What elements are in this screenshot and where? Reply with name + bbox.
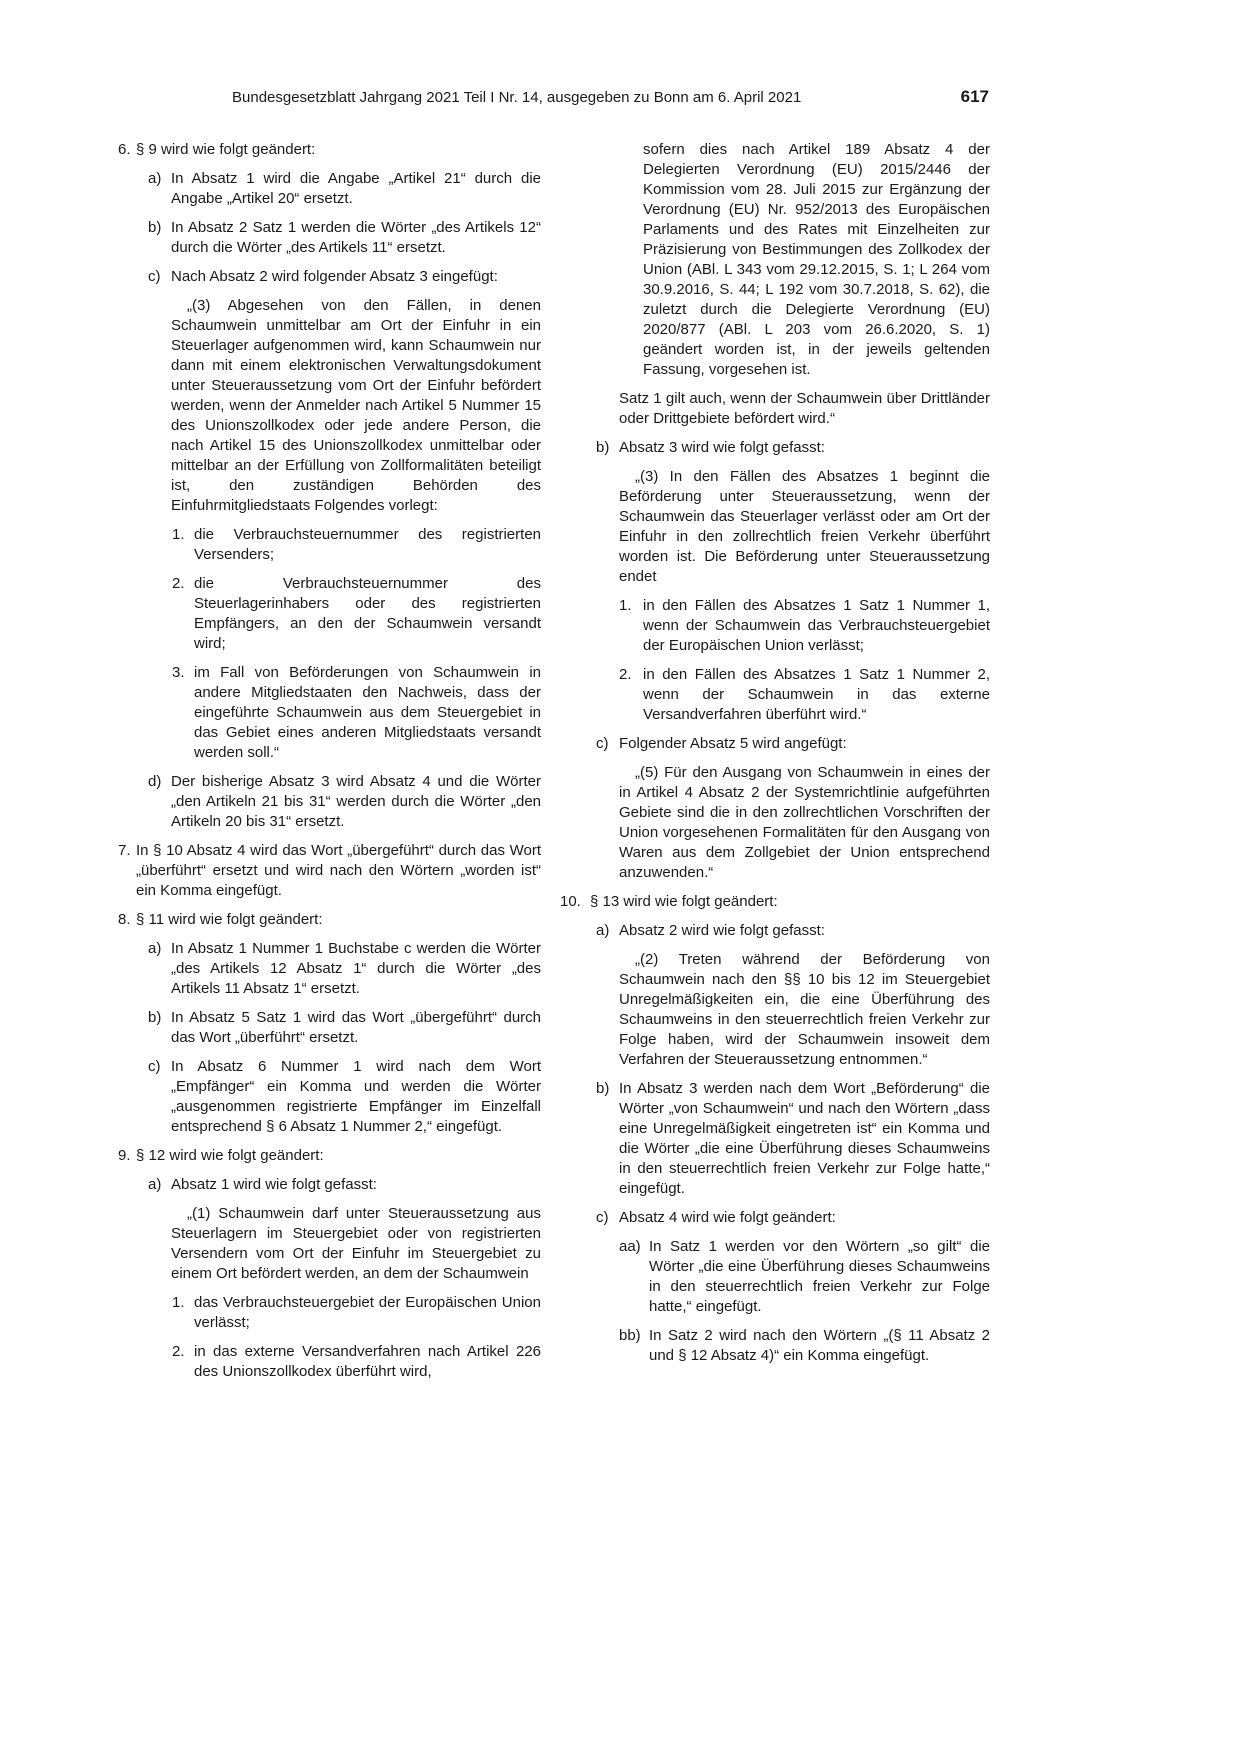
item-label: 1. (172, 1294, 185, 1311)
item-text: Absatz 4 wird wie folgt geändert: (619, 1209, 836, 1226)
item-text: Folgender Absatz 5 wird angefügt: (619, 735, 847, 752)
item-text: § 9 wird wie folgt geändert: (136, 141, 316, 158)
item-label: 1. (619, 597, 632, 614)
item-text: In Satz 2 wird nach den Wörtern „(§ 11 Absatz 2 und § 12 Absatz 4)“ ein Komma eingefügt. (649, 1327, 990, 1364)
item-label: bb) (619, 1327, 641, 1344)
item-label: 2. (172, 575, 185, 592)
item-label: 9. (118, 1147, 131, 1164)
item-label: 7. (118, 842, 131, 859)
item-text: In Absatz 6 Nummer 1 wird nach dem Wort „Empfänger“ ein Komma und werden die Wörter „ausgenommen registrierte Empfänger im Einzelfall entsprechend § 6 Absatz 1 Nummer 2,“ eingefügt. (171, 1058, 541, 1135)
list-item-6a (118, 169, 541, 209)
list-item-6c-3 (118, 663, 541, 763)
item-label: a) (148, 940, 162, 957)
item-text: § 12 wird wie folgt geändert: (136, 1147, 324, 1164)
list-item-9b-1 (560, 596, 990, 656)
list-item-10c-aa (560, 1237, 990, 1317)
left-column (118, 140, 541, 1391)
item-label: 3. (172, 664, 185, 681)
item-label: 8. (118, 911, 131, 928)
item-text: das Verbrauchsteuergebiet der Europäischen Union verlässt; (194, 1294, 541, 1331)
item-label: 2. (172, 1343, 185, 1360)
quoted-paragraph: „(3) Abgesehen von den Fällen, in denen Schaumwein unmittelbar am Ort der Einfuhr in ein Steuerlager aufgenommen wird, kann Schaumwein nur dann mit einem elektronischen Verwaltungsdokument unter Steueraussetzung vom Ort der Einfuhr befördert werden, wenn der Anmelder nach Artikel 5 Nummer 15 des Unionszollkodex oder jede andere Person, die nach Artikel 15 des Unionszollkodex unmittelbar oder mittelbar an der Erfüllung von Zollformalitäten beteiligt ist, den zuständigen Behörden des Einfuhrmitgliedstaats Folgendes vorlegt: (171, 297, 541, 514)
list-item-9b-2 (560, 665, 990, 725)
item-text: In Absatz 5 Satz 1 wird das Wort „übergeführt“ durch das Wort „überführt“ ersetzt. (171, 1009, 541, 1046)
item-label: 1. (172, 526, 185, 543)
running-header: Bundesgesetzblatt Jahrgang 2021 Teil I Nr. 14, ausgegeben zu Bonn am 6. April 2021 (232, 89, 802, 106)
list-item-10a (560, 921, 990, 941)
list-item-10c (560, 1208, 990, 1228)
list-item-10c-bb (560, 1326, 990, 1366)
item-text: Der bisherige Absatz 3 wird Absatz 4 und die Wörter „den Artikeln 21 bis 31“ werden durch die Wörter „den Artikeln 20 bis 31“ ersetzt. (171, 773, 541, 830)
item-text: Absatz 3 wird wie folgt gefasst: (619, 439, 825, 456)
item-label: a) (148, 170, 162, 187)
item-text: In Absatz 1 wird die Angabe „Artikel 21“ durch die Angabe „Artikel 20“ ersetzt. (171, 170, 541, 207)
item-text: in das externe Versandverfahren nach Artikel 226 des Unionszollkodex überführt wird, (194, 1343, 541, 1380)
item-label: a) (148, 1176, 162, 1193)
list-item-9c (560, 734, 990, 754)
list-item-6d (118, 772, 541, 832)
quoted-paragraph: „(5) Für den Ausgang von Schaumwein in eines der in Artikel 4 Absatz 2 der Systemrichtlinie aufgeführten Gebiete sind die in den zollrechtlichen Vorschriften der Union vorgesehenen Formalitäten für den Ausgang von Waren aus dem Zollgebiet der Union entsprechend anzuwenden.“ (619, 764, 990, 881)
item-label: c) (596, 1209, 609, 1226)
quoted-paragraph: „(3) In den Fällen des Absatzes 1 beginnt die Beförderung unter Steueraussetzung, wenn der Schaumwein das Steuerlager verlässt oder am Ort der Einfuhr in den zollrechtlich freien Verkehr überführt worden ist. Die Beförderung unter Steueraussetzung endet (619, 468, 990, 585)
item-text: In Satz 1 werden vor den Wörtern „so gilt“ die Wörter „die eine Überführung dieses Schaumweins in den steuerrechtlich freien Verkehr zur Folge hatte,“ eingefügt. (649, 1238, 990, 1315)
continued-text: Satz 1 gilt auch, wenn der Schaumwein über Drittländer oder Drittgebiete befördert wird.“ (619, 390, 990, 427)
list-item-8a (118, 939, 541, 999)
list-item-6c-2 (118, 574, 541, 654)
item-text: § 11 wird wie folgt geändert: (136, 911, 323, 928)
item-label: 2. (619, 666, 632, 683)
list-item-9 (118, 1146, 541, 1166)
item-label: aa) (619, 1238, 641, 1255)
list-item-10b (560, 1079, 990, 1199)
item-label: c) (148, 268, 161, 285)
quoted-paragraph: „(1) Schaumwein darf unter Steueraussetzung aus Steuerlagern im Steuergebiet oder von registrierten Versendern vom Ort der Einfuhr im Steuergebiet zu einem Ort befördert werden, an dem der Schaumwein (171, 1205, 541, 1282)
item-text: in den Fällen des Absatzes 1 Satz 1 Nummer 2, wenn der Schaumwein in das externe Versandverfahren überführt wird.“ (643, 666, 990, 723)
item-label: b) (596, 1080, 610, 1097)
item-text: die Verbrauchsteuernummer des Steuerlagerinhabers oder des registrierten Empfängers, an den der Schaumwein versandt wird; (194, 575, 541, 652)
item-label: c) (148, 1058, 161, 1075)
list-item-6b (118, 218, 541, 258)
list-item-8 (118, 910, 541, 930)
item-label: 10. (560, 893, 581, 910)
item-text: In Absatz 1 Nummer 1 Buchstabe c werden die Wörter „des Artikels 12 Absatz 1“ durch die Wörter „des Artikels 11 Absatz 1“ ersetzt. (171, 940, 541, 997)
item-label: b) (596, 439, 610, 456)
list-item-8c (118, 1057, 541, 1137)
item-text: In Absatz 3 werden nach dem Wort „Beförderung“ die Wörter „von Schaumwein“ und nach den Wörtern „dass eine Unregelmäßigkeit eingetreten ist“ ein Komma und die Wörter „die eine Überführung dieses Schaumweins in den steuerrechtlich freien Verkehr zur Folge hatte,“ eingefügt. (619, 1080, 990, 1197)
item-label: b) (148, 1009, 162, 1026)
list-item-8b (118, 1008, 541, 1048)
list-item-9b (560, 438, 990, 458)
item-label: c) (596, 735, 609, 752)
item-text: Absatz 1 wird wie folgt gefasst: (171, 1176, 377, 1193)
item-label: 6. (118, 141, 131, 158)
item-label: b) (148, 219, 162, 236)
right-column (560, 140, 990, 1375)
list-item-9a-1 (118, 1293, 541, 1333)
list-item-6c (118, 267, 541, 287)
item-label: d) (148, 773, 162, 790)
quoted-paragraph: „(2) Treten während der Beförderung von Schaumwein nach den §§ 10 bis 12 im Steuergebiet Unregelmäßigkeiten ein, die eine Überführung des Schaumweins in den steuerrechtlich freien Verkehr zur Folge haben, wird der Schaumwein insoweit dem Verfahren der Steueraussetzung entnommen.“ (619, 951, 990, 1068)
item-text: Nach Absatz 2 wird folgender Absatz 3 eingefügt: (171, 268, 498, 285)
item-text: Absatz 2 wird wie folgt gefasst: (619, 922, 825, 939)
item-text: In § 10 Absatz 4 wird das Wort „übergeführt“ durch das Wort „überführt“ ersetzt und wird nach den Wörtern „worden ist“ ein Komma eingefügt. (136, 842, 541, 899)
item-text: § 13 wird wie folgt geändert: (590, 893, 778, 910)
item-label: a) (596, 922, 610, 939)
item-text: in den Fällen des Absatzes 1 Satz 1 Nummer 1, wenn der Schaumwein das Verbrauchsteuergebiet der Europäischen Union verlässt; (643, 597, 990, 654)
item-text: In Absatz 2 Satz 1 werden die Wörter „des Artikels 12“ durch die Wörter „des Artikels 11“ ersetzt. (171, 219, 541, 256)
list-item-7 (118, 841, 541, 901)
list-item-9a-2 (118, 1342, 541, 1382)
item-text: im Fall von Beförderungen von Schaumwein in andere Mitgliedstaaten den Nachweis, dass der eingeführte Schaumwein aus dem Steuergebiet in das Gebiet eines anderen Mitgliedstaats versandt werden soll.“ (194, 664, 541, 761)
page-number: 617 (960, 87, 989, 106)
list-item-10 (560, 892, 990, 912)
list-item-6c-1 (118, 525, 541, 565)
item-text: die Verbrauchsteuernummer des registrierten Versenders; (194, 526, 541, 563)
continued-text: sofern dies nach Artikel 189 Absatz 4 der Delegierten Verordnung (EU) 2015/2446 der Kommission vom 28. Juli 2015 zur Ergänzung der Verordnung (EU) Nr. 952/2013 des Europäischen Parlaments und des Rates mit Einzelheiten zur Präzisierung von Bestimmungen des Zollkodex der Union (ABl. L 343 vom 29.12.2015, S. 1; L 264 vom 30.9.2016, S. 44; L 192 vom 30.7.2018, S. 62), die zuletzt durch die Delegierte Verordnung (EU) 2020/877 (ABl. L 203 vom 26.6.2020, S. 1) geändert worden ist, in der jeweils geltenden Fassung, vorgesehen ist. (643, 141, 990, 378)
list-item-6 (118, 140, 541, 160)
list-item-9a (118, 1175, 541, 1195)
